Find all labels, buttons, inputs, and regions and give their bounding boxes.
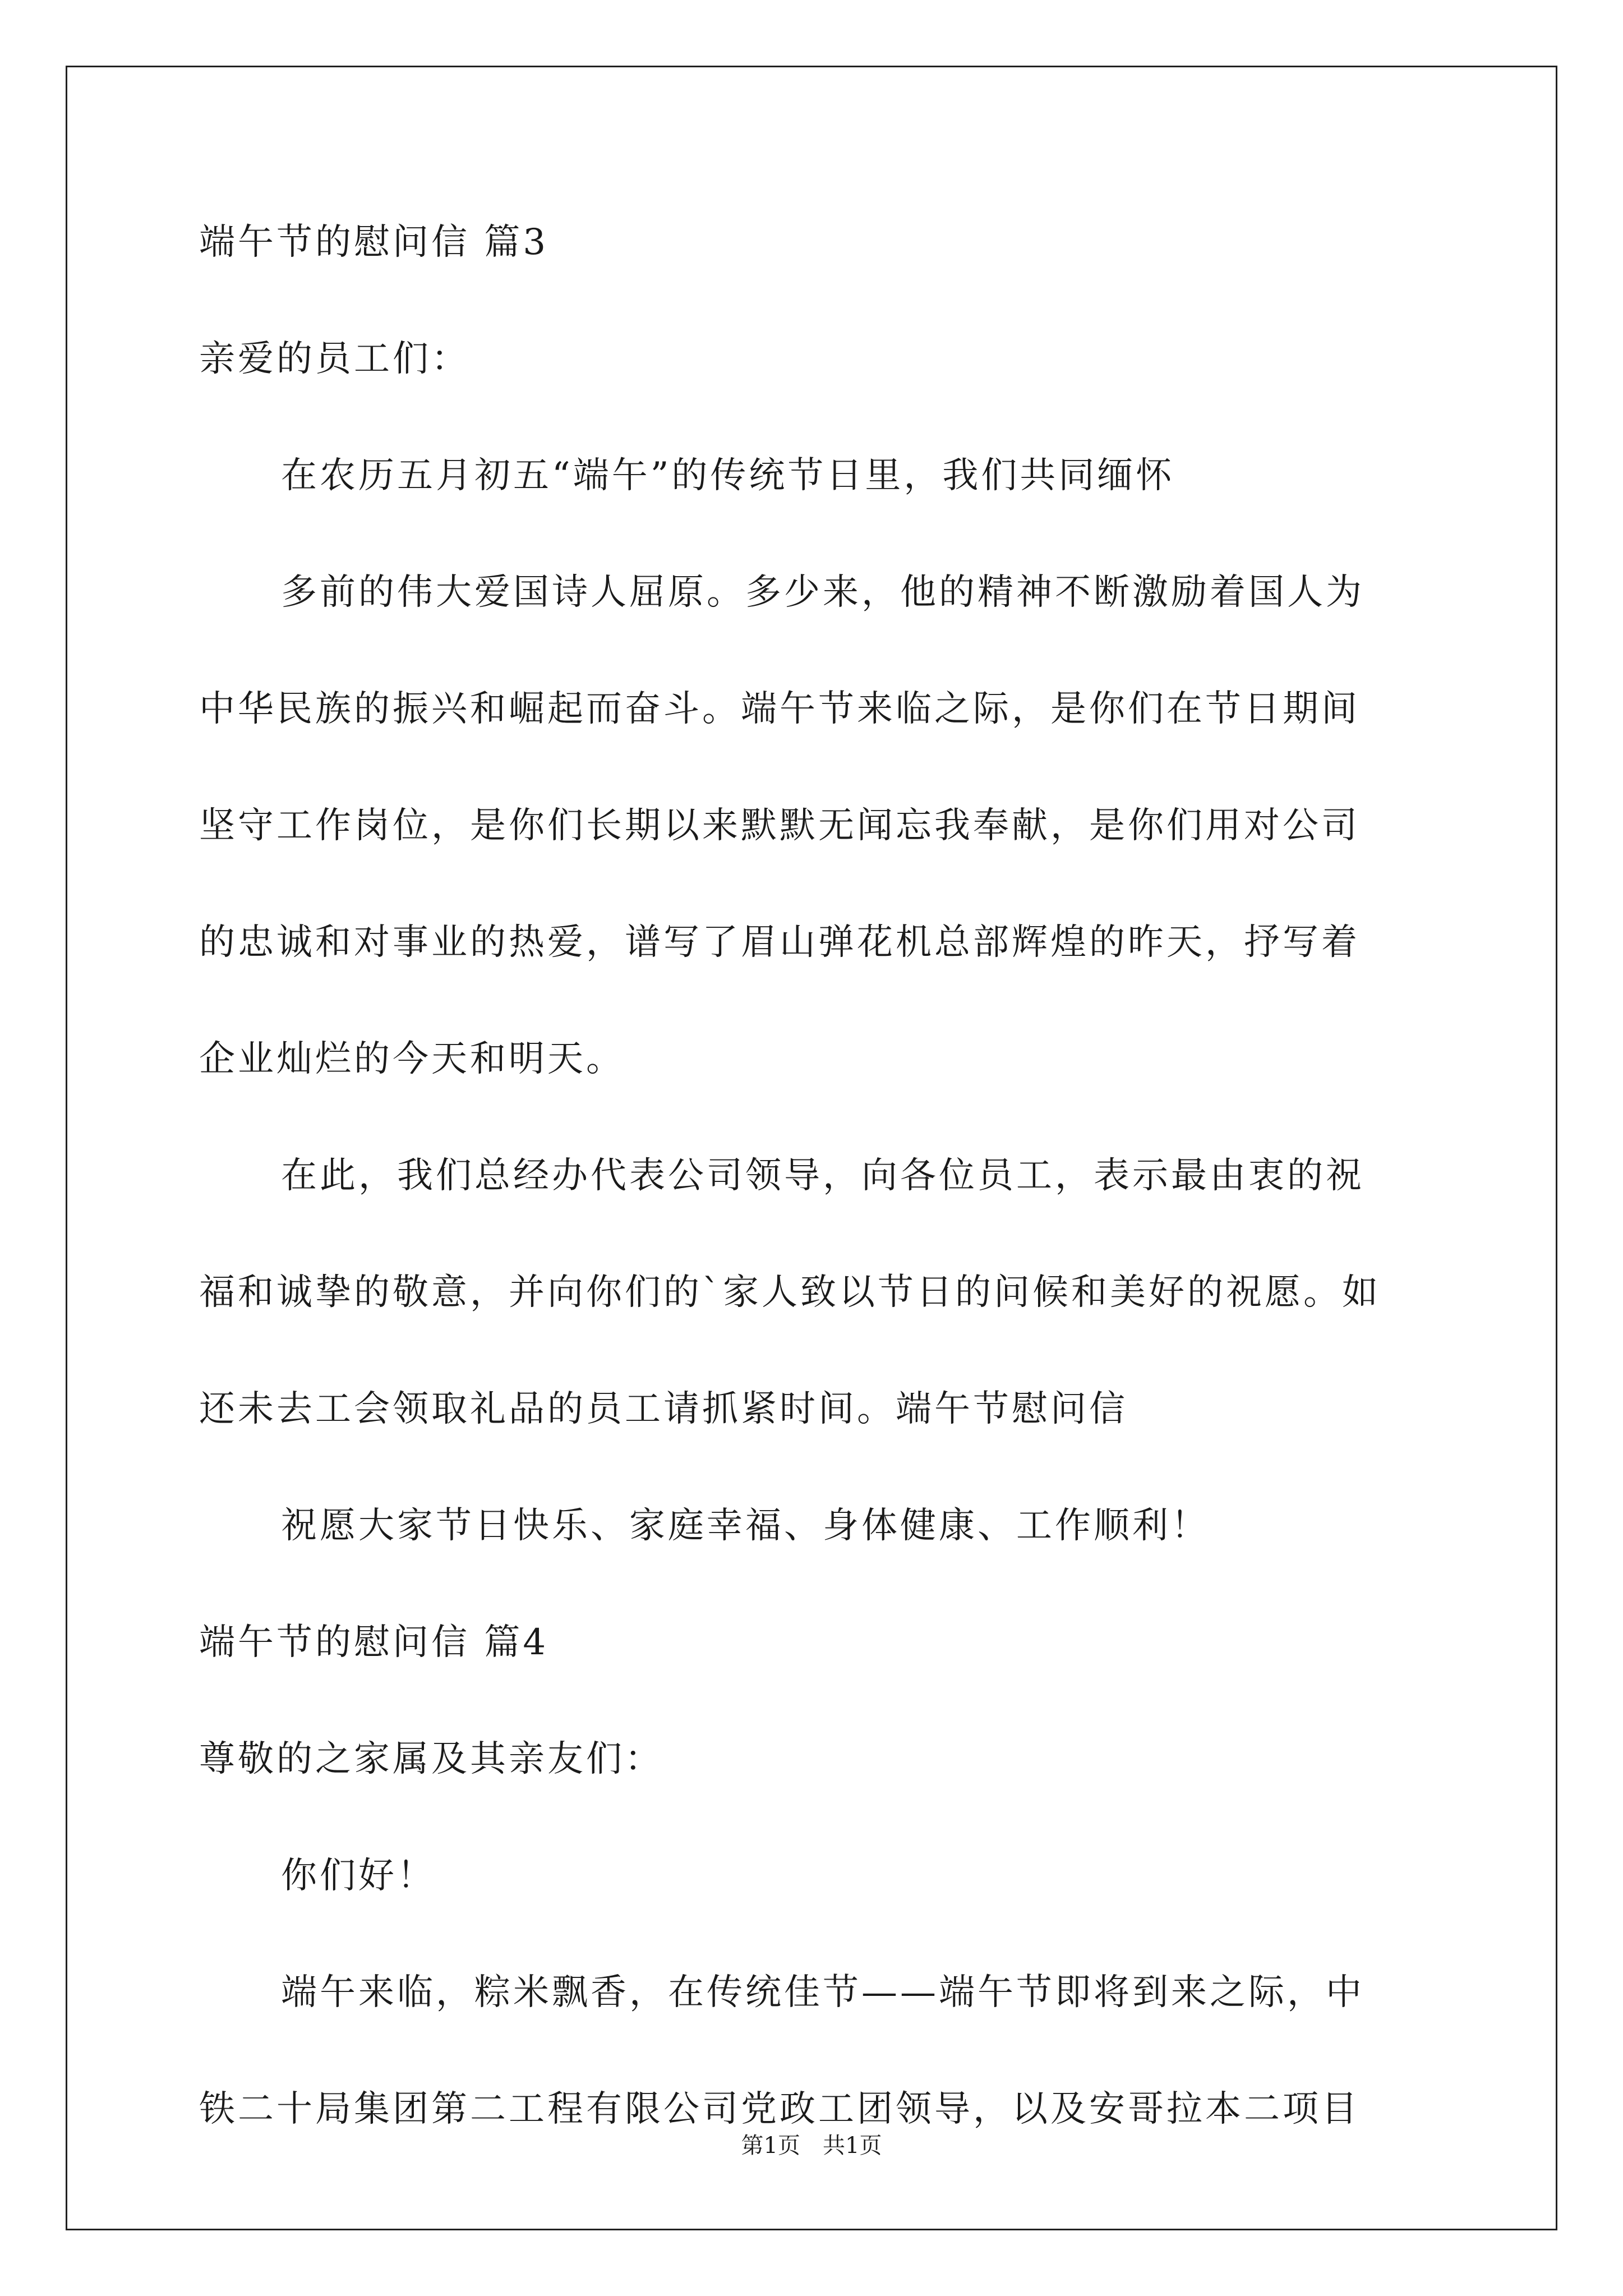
section-heading-4: 端午节的慰问信 篇4 [199, 1622, 549, 1663]
paragraph-line: 多前的伟大爱国诗人屈原。多少来，他的精神不断激励着国人为 [281, 572, 1364, 613]
paragraph-line: 的忠诚和对事业的热爱，谱写了眉山弹花机总部辉煌的昨天，抒写着 [199, 922, 1360, 963]
salutation: 亲爱的员工们： [199, 338, 470, 380]
paragraph-line: 端午来临，粽米飘香，在传统佳节——端午节即将到来之际，中 [281, 1972, 1364, 2013]
page-number: 第1页 [741, 2133, 800, 2159]
paragraph-line: 祝愿大家节日快乐、家庭幸福、身体健康、工作顺利！ [281, 1505, 1210, 1547]
page-footer [0, 2134, 1623, 2157]
paragraph-line: 福和诚挚的敬意，并向你们的`家人致以节日的问候和美好的祝愿。如 [199, 1272, 1381, 1313]
greeting: 你们好！ [281, 1855, 436, 1897]
paragraph-line: 在此，我们总经办代表公司领导，向各位员工，表示最由衷的祝 [281, 1155, 1364, 1197]
paragraph-line: 坚守工作岗位，是你们长期以来默默无闻忘我奉献，是你们用对公司 [199, 805, 1360, 846]
paragraph-line: 在农历五月初五“端午”的传统节日里，我们共同缅怀 [281, 455, 1175, 496]
paragraph-line: 铁二十局集团第二工程有限公司党政工团领导，以及安哥拉本二项目 [199, 2088, 1360, 2130]
salutation: 尊敬的之家属及其亲友们： [199, 1738, 663, 1780]
section-heading-3: 端午节的慰问信 篇3 [199, 222, 549, 263]
page-total: 共1页 [823, 2133, 882, 2159]
document-body [199, 224, 1433, 2208]
paragraph-line: 还未去工会领取礼品的员工请抓紧时间。端午节慰问信 [199, 1388, 1128, 1430]
paragraph-line: 中华民族的振兴和崛起而奋斗。端午节来临之际，是你们在节日期间 [199, 688, 1360, 730]
paragraph-line: 企业灿烂的今天和明天。 [199, 1038, 625, 1080]
